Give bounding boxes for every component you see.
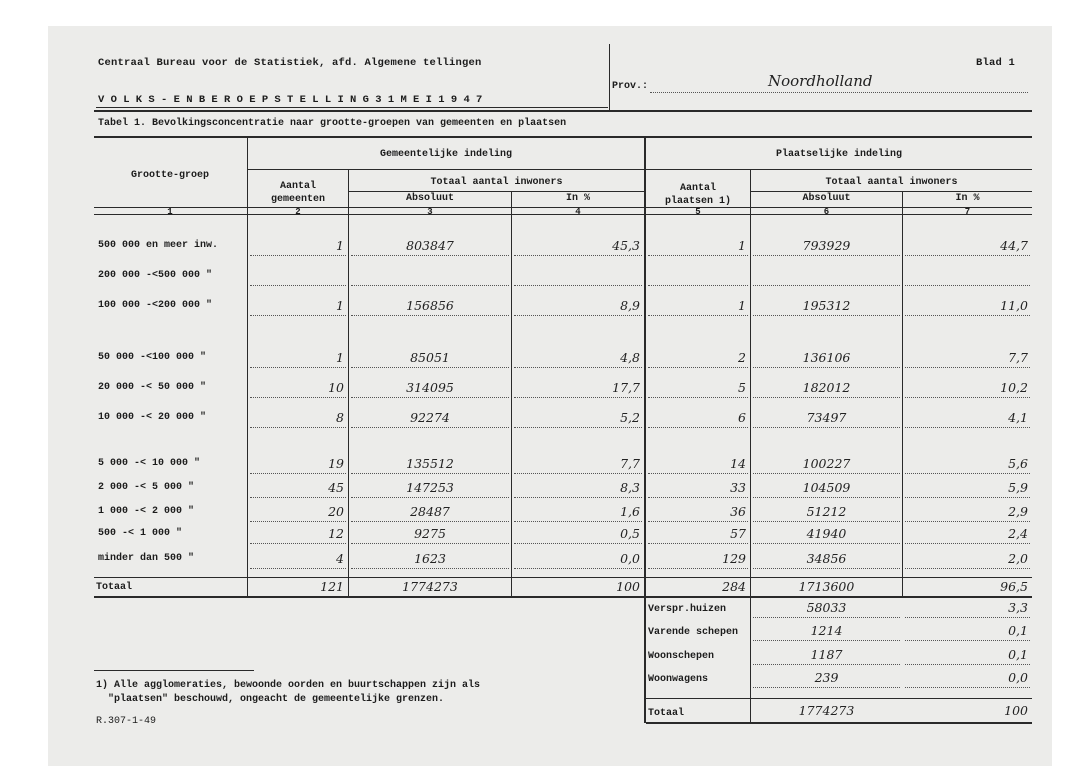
row-label: 200 000 -<500 000 " <box>98 270 213 281</box>
row-label: 5 000 -< 10 000 " <box>98 458 201 469</box>
row-cell-ga: 1623 <box>414 551 446 566</box>
row-cell-g: 1 <box>336 238 344 253</box>
extra-pct: 0,1 <box>1008 623 1028 638</box>
sheet-number: Blad 1 <box>976 57 1016 69</box>
total-label: Totaal <box>96 582 133 593</box>
total-mun-abs: 1774273 <box>402 579 458 594</box>
bureau-title: Centraal Bureau voor de Statistiek, afd. Algemene tellingen <box>98 57 482 69</box>
row-cell-p: 1 <box>738 238 746 253</box>
row-cell-ga: 147253 <box>406 480 454 495</box>
extra-abs: 239 <box>814 670 839 685</box>
row-cell-g: 8 <box>336 410 344 425</box>
col-num-4: 4 <box>575 207 581 217</box>
row-cell-pa: 793929 <box>802 238 851 253</box>
row-cell-ga: 92274 <box>410 410 450 425</box>
row-cell-gp: 5,2 <box>620 410 640 425</box>
row-cell-ga: 803847 <box>406 238 454 253</box>
row-cell-g: 20 <box>328 504 344 519</box>
total-loc-count: 284 <box>722 579 746 594</box>
row-cell-pp: 5,9 <box>1008 480 1028 495</box>
col-count-loc-2: plaatsen 1) <box>664 196 731 207</box>
total-mun-count: 121 <box>320 579 344 594</box>
row-cell-ga: 156856 <box>406 298 454 313</box>
row-cell-ga: 28487 <box>410 504 450 519</box>
row-cell-p: 36 <box>730 504 746 519</box>
row-cell-g: 1 <box>336 350 344 365</box>
col-count-mun: Aantal <box>279 181 316 192</box>
table-title: Tabel 1. Bevolkingsconcentratie naar grootte-groepen van gemeenten en plaatsen <box>98 118 567 129</box>
grand-total-abs: 1774273 <box>798 703 855 718</box>
footnote-line-1: 1) Alle agglomeraties, bewoonde oorden en buurtschappen zijn als <box>96 680 481 691</box>
row-cell-pa: 195312 <box>802 298 851 313</box>
row-cell-pa: 182012 <box>802 380 851 395</box>
row-label: 1 000 -< 2 000 " <box>98 506 195 517</box>
prov-label: Prov.: <box>612 81 649 92</box>
row-cell-pp: 5,6 <box>1008 456 1028 471</box>
extra-abs: 1214 <box>810 623 843 638</box>
row-label: 500 -< 1 000 " <box>98 528 183 539</box>
row-label: 500 000 en meer inw. <box>98 240 219 251</box>
row-label: minder dan 500 " <box>98 553 195 564</box>
extra-abs: 58033 <box>806 600 847 615</box>
row-cell-gp: 7,7 <box>620 456 640 471</box>
col-percent-2: In % <box>955 193 980 204</box>
census-underline <box>96 107 608 108</box>
col-absolute-2: Absoluut <box>802 193 851 204</box>
row-cell-g: 4 <box>336 551 344 566</box>
extra-label: Varende schepen <box>648 627 739 638</box>
row-cell-pp: 2,4 <box>1008 526 1028 541</box>
row-cell-g: 10 <box>328 380 344 395</box>
row-cell-p: 1 <box>738 298 746 313</box>
row-label: 50 000 -<100 000 " <box>98 352 207 363</box>
total-loc-pct: 96,5 <box>1000 579 1028 594</box>
row-cell-pp: 7,7 <box>1008 350 1028 365</box>
col-num-3: 3 <box>427 207 433 217</box>
extra-pct: 0,0 <box>1008 670 1028 685</box>
col-num-7: 7 <box>964 207 971 217</box>
form-code: R.307-1-49 <box>96 716 157 727</box>
row-cell-pp: 2,9 <box>1008 504 1028 519</box>
col-num-2: 2 <box>295 207 301 217</box>
col-total-inh: Totaal aantal inwoners <box>430 177 563 188</box>
col-num-6: 6 <box>823 207 830 217</box>
total-loc-abs: 1713600 <box>798 579 855 594</box>
row-cell-ga: 85051 <box>410 350 450 365</box>
row-cell-p: 33 <box>730 480 746 495</box>
row-cell-g: 12 <box>328 526 344 541</box>
row-cell-ga: 9275 <box>414 526 446 541</box>
row-label: 10 000 -< 20 000 " <box>98 412 207 423</box>
row-cell-pa: 136106 <box>802 350 851 365</box>
col-num-1: 1 <box>167 207 173 217</box>
row-cell-gp: 4,8 <box>620 350 640 365</box>
row-cell-p: 5 <box>738 380 746 395</box>
row-cell-pp: 2,0 <box>1008 551 1028 566</box>
row-cell-g: 19 <box>328 456 344 471</box>
col-absolute: Absoluut <box>405 193 454 204</box>
extra-label: Verspr.huizen <box>648 604 727 615</box>
row-label: 2 000 -< 5 000 " <box>98 482 195 493</box>
row-cell-pa: 73497 <box>806 410 847 425</box>
row-cell-pa: 41940 <box>806 526 847 541</box>
row-cell-p: 129 <box>722 551 746 566</box>
col-municipal: Gemeentelijke indeling <box>379 149 513 160</box>
row-label: 20 000 -< 50 000 " <box>98 382 207 393</box>
total-mun-pct: 100 <box>616 579 640 594</box>
grand-total-pct: 100 <box>1004 703 1028 718</box>
row-cell-gp: 17,7 <box>612 380 640 395</box>
col-percent: In % <box>565 193 590 204</box>
row-cell-ga: 314095 <box>406 380 454 395</box>
row-cell-gp: 8,9 <box>620 298 640 313</box>
col-count-loc: Aantal <box>679 183 716 194</box>
row-cell-pp: 11,0 <box>1000 298 1028 313</box>
census-title: V O L K S - E N B E R O E P S T E L L I N G 3 1 M E I 1 9 4 7 <box>98 94 483 106</box>
row-cell-ga: 135512 <box>406 456 454 471</box>
col-num-5: 5 <box>695 207 701 217</box>
grand-total-label: Totaal <box>648 708 685 719</box>
col-count-mun-2: gemeenten <box>270 194 325 205</box>
prov-value: Noordholland <box>768 72 873 90</box>
footnote-line-2: "plaatsen" beschouwd, ongeacht de gemeentelijke grenzen. <box>108 694 445 705</box>
extra-label: Woonschepen <box>648 651 715 662</box>
row-cell-gp: 0,5 <box>620 526 640 541</box>
row-cell-pp: 10,2 <box>1000 380 1028 395</box>
extra-abs: 1187 <box>810 647 843 662</box>
row-cell-pp: 4,1 <box>1008 410 1028 425</box>
row-cell-p: 14 <box>730 456 746 471</box>
row-cell-pa: 51212 <box>806 504 847 519</box>
row-label: 100 000 -<200 000 " <box>98 300 213 311</box>
extra-label: Woonwagens <box>648 674 709 685</box>
row-cell-p: 6 <box>738 410 746 425</box>
col-local: Plaatselijke indeling <box>775 149 903 160</box>
extra-pct: 0,1 <box>1008 647 1028 662</box>
row-cell-pa: 34856 <box>806 551 847 566</box>
row-cell-p: 57 <box>730 526 746 541</box>
row-cell-gp: 45,3 <box>612 238 640 253</box>
row-cell-pa: 100227 <box>802 456 851 471</box>
extra-pct: 3,3 <box>1008 600 1028 615</box>
row-cell-g: 45 <box>328 480 344 495</box>
col-total-inh-2: Totaal aantal inwoners <box>825 177 958 188</box>
row-cell-gp: 1,6 <box>620 504 640 519</box>
header-divider <box>609 44 610 110</box>
col-group: Grootte-groep <box>130 170 209 181</box>
row-cell-p: 2 <box>738 350 746 365</box>
row-cell-gp: 0,0 <box>620 551 640 566</box>
row-cell-g: 1 <box>336 298 344 313</box>
row-cell-pa: 104509 <box>802 480 851 495</box>
row-cell-pp: 44,7 <box>1000 238 1028 253</box>
row-cell-gp: 8,3 <box>620 480 640 495</box>
